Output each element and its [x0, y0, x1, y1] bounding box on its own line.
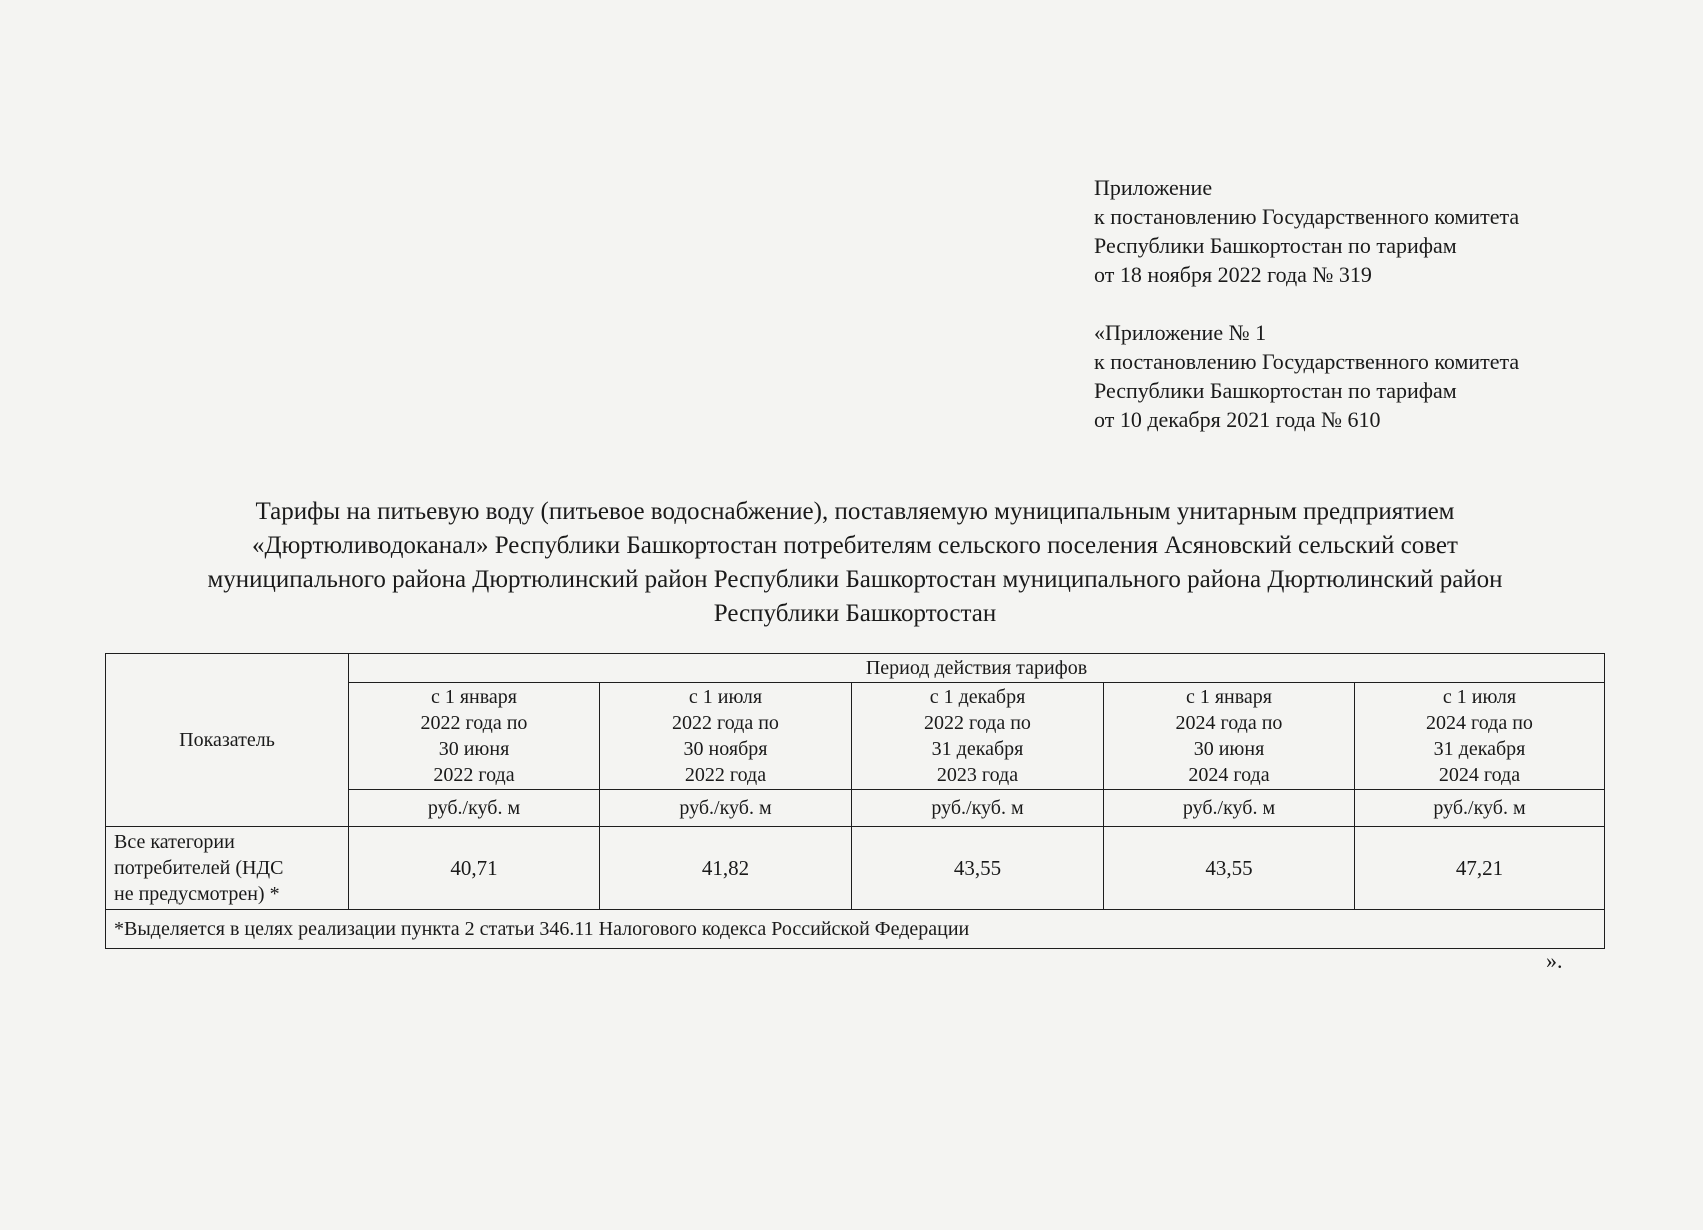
title-line: Республики Башкортостан: [713, 600, 997, 627]
unit-cell: руб./куб. м: [1104, 790, 1355, 827]
period-header: Период действия тарифов: [349, 654, 1605, 683]
period-line: 30 июня: [1193, 738, 1265, 760]
category-line: не предусмотрен) *: [114, 883, 280, 905]
appendix-original: [1094, 318, 1519, 434]
unit-cell: руб./куб. м: [852, 790, 1104, 827]
tariff-value: 41,82: [600, 827, 852, 910]
period-line: 30 июня: [438, 738, 510, 760]
period-line: 2023 года: [936, 764, 1019, 786]
period-line: 2024 года: [1188, 764, 1270, 786]
tariffs-table: [105, 653, 1605, 949]
period-line: 2024 года по: [1426, 712, 1533, 734]
appendix-line: Республики Башкортостан по тарифам: [1094, 378, 1457, 403]
period-line: с 1 июля: [688, 686, 763, 708]
appendix-line: Приложение: [1094, 175, 1213, 200]
closing-quote: ».: [1546, 948, 1563, 973]
period-cell: [349, 683, 600, 790]
period-line: 30 ноября: [683, 738, 768, 760]
period-cell: [1355, 683, 1605, 790]
appendix-line: от 10 декабря 2021 года № 610: [1094, 407, 1381, 432]
appendix-header: [1094, 173, 1519, 434]
period-line: 2022 года: [684, 764, 767, 786]
appendix-line: к постановлению Государственного комитета: [1094, 204, 1520, 229]
period-line: 2022 года по: [672, 712, 779, 734]
period-line: 2022 года по: [924, 712, 1031, 734]
period-line: 2022 года по: [420, 712, 528, 734]
title-line: Тарифы на питьевую воду (питьевое водоснабжение), поставляемую муниципальным унитарным предприятием: [255, 498, 1455, 525]
period-line: с 1 января: [430, 686, 518, 708]
unit-cell: руб./куб. м: [600, 790, 852, 827]
period-line: 2022 года: [433, 764, 515, 786]
document-title: [105, 495, 1605, 631]
tariff-value: 40,71: [349, 827, 600, 910]
category-line: потребителей (НДС: [114, 857, 284, 879]
appendix-line: от 18 ноября 2022 года № 319: [1094, 262, 1372, 287]
appendix-line: к постановлению Государственного комитета: [1094, 349, 1520, 374]
tariff-value: 43,55: [1104, 827, 1355, 910]
period-line: 31 декабря: [931, 738, 1024, 760]
period-line: с 1 июля: [1442, 686, 1517, 708]
indicator-header: Показатель: [106, 654, 349, 827]
category-cell: [106, 827, 349, 910]
unit-cell: руб./куб. м: [349, 790, 600, 827]
period-cell: [600, 683, 852, 790]
appendix-line: Республики Башкортостан по тарифам: [1094, 233, 1457, 258]
tariff-value: 47,21: [1355, 827, 1605, 910]
period-line: с 1 декабря: [929, 686, 1026, 708]
unit-cell: руб./куб. м: [1355, 790, 1605, 827]
period-cell: [1104, 683, 1355, 790]
appendix-line: «Приложение № 1: [1094, 320, 1267, 345]
appendix-current: [1094, 173, 1519, 289]
period-line: 31 декабря: [1433, 738, 1526, 760]
title-line: «Дюртюливодоканал» Республики Башкортостан потребителям сельского поселения Асяновский сельский совет: [252, 532, 1458, 559]
title-line: муниципального района Дюртюлинский район Республики Башкортостан муниципального района Дюртюлинский район: [207, 566, 1503, 593]
period-line: 2024 года по: [1175, 712, 1283, 734]
footnote: *Выделяется в целях реализации пункта 2 статьи 346.11 Налогового кодекса Российской Федерации: [106, 910, 1605, 949]
table-row: [106, 827, 1605, 910]
period-cell: [852, 683, 1104, 790]
tariff-value: 43,55: [852, 827, 1104, 910]
period-line: с 1 января: [1185, 686, 1273, 708]
category-line: Все категории: [114, 831, 235, 853]
period-line: 2024 года: [1438, 764, 1521, 786]
